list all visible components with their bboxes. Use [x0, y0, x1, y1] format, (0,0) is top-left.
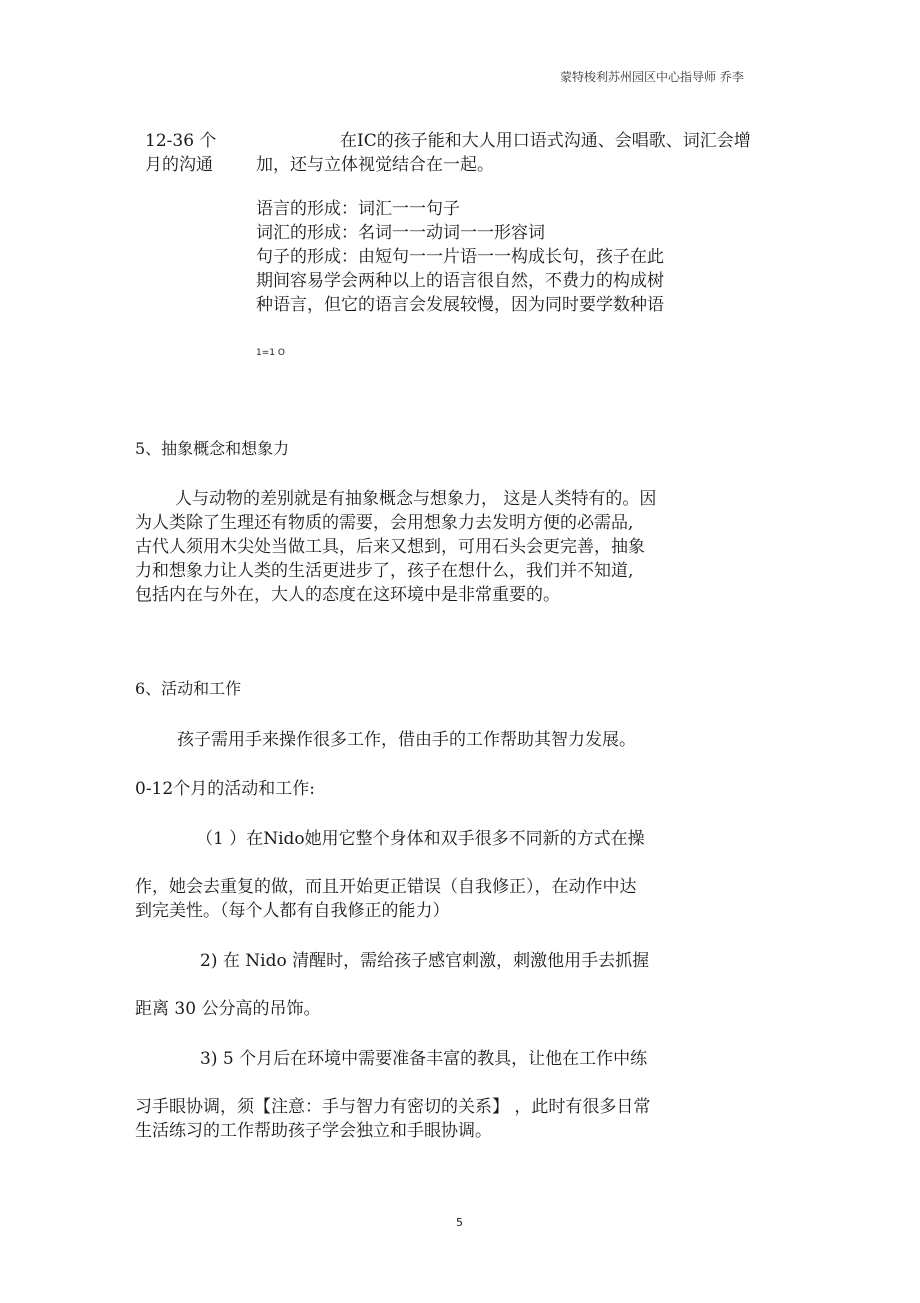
section5-para-line: 人与动物的差别就是有抽象概念与想象力， 这是人类特有的。因	[175, 489, 657, 509]
item3-line1: 3) 5 个月后在环境中需要准备丰富的教具，让他在工作中练	[200, 1049, 648, 1069]
item1-line2: 作，她会去重复的做，而且开始更正错误（自我修正），在动作中达	[135, 877, 637, 897]
language-line: 期间容易学会两种以上的语言很自然，不费力的构成树	[256, 271, 664, 291]
item2-line1: 2) 在 Nido 清醒时，需给孩子感官刺激，刺激他用手去抓握	[200, 951, 650, 971]
section6-heading: 6、活动和工作	[135, 679, 242, 698]
language-line: 句子的形成：由短句一一片语一一构成长句，孩子在此	[256, 247, 664, 267]
item2-line2: 距离 30 公分高的吊饰。	[135, 999, 321, 1019]
item1-line3: 到完美性。（每个人都有自我修正的能力）	[135, 901, 450, 921]
section5-para-line: 力和想象力让人类的生活更进步了，孩子在想什么，我们并不知道,	[135, 561, 634, 581]
page-header-author: 蒙特梭利苏州园区中心指导师 乔李	[560, 70, 744, 84]
language-line: 语言的形成：词汇一一句子	[256, 199, 460, 219]
language-line: 词汇的形成：名词一一动词一一形容词	[256, 223, 545, 243]
section6-subheading: 0-12个月的活动和工作:	[135, 779, 315, 799]
item3-line2: 习手眼协调，须【注意：手与智力有密切的关系】 ，此时有很多日常	[135, 1097, 651, 1117]
item1-line1: （1 ）在Nido她用它整个身体和双手很多不同新的方式在操	[196, 829, 645, 849]
section5-para-line: 古代人须用木尖处当做工具，后来又想到，可用石头会更完善，抽象	[135, 537, 645, 557]
intro-line2: 加，还与立体视觉结合在一起。	[256, 155, 494, 175]
age-label-line2: 月的沟通	[145, 155, 213, 175]
language-line: 种语言，但它的语言会发展较慢，因为同时要学数种语	[256, 295, 664, 315]
page-number: 5	[456, 1216, 463, 1229]
age-label-line1: 12-36 个	[145, 131, 217, 151]
section6-intro: 孩子需用手来操作很多工作，借由手的工作帮助其智力发展。	[177, 730, 636, 750]
item3-line3: 生活练习的工作帮助孩子学会独立和手眼协调。	[135, 1121, 492, 1141]
footnote-text: 1=1 O	[256, 348, 285, 358]
section5-para-line: 为人类除了生理还有物质的需要，会用想象力去发明方便的必需品,	[135, 513, 634, 533]
section5-para-line: 包括内在与外在，大人的态度在这环境中是非常重要的。	[135, 585, 560, 605]
section5-heading: 5、抽象概念和想象力	[135, 439, 290, 458]
intro-line1: 在IC的孩子能和大人用口语式沟通、会唱歌、词汇会增	[340, 131, 751, 151]
